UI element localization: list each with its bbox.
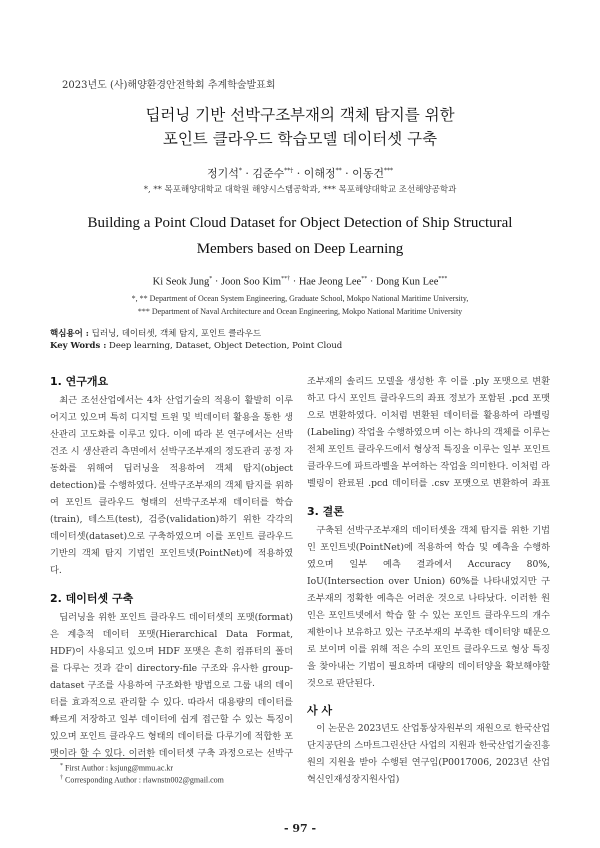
footnote-first-text: First Author : ksjung@mmu.ac.kr [65, 763, 174, 773]
section-2-continued [307, 373, 550, 492]
section-3-title: 3. 결론 [307, 505, 344, 518]
author-sep: · [241, 167, 253, 180]
footnote-first-author [60, 763, 173, 773]
footnote-divider [50, 758, 150, 759]
author-sep: · [212, 276, 221, 288]
title-en-line1: Building a Point Cloud Dataset for Object Detection of Ship Structural [87, 215, 513, 231]
author-sep: · [341, 167, 353, 180]
author-kr-1-mark: * [238, 167, 242, 175]
affiliation-en-line2: *** Department of Naval Architecture and Ocean Engineering, Mokpo National Maritime University [137, 307, 463, 316]
title-en-line2: Members based on Deep Learning [196, 241, 404, 257]
conference-header: 2023년도 (사)해양환경안전학회 추계학술발표회 [62, 80, 276, 91]
author-en-4-mark: *** [438, 276, 448, 282]
title-kr-line1: 딥러닝 기반 선박구조부재의 객체 탐지를 위한 [145, 106, 455, 124]
keywords-kr [50, 327, 261, 339]
affiliation-en-line1: *, ** Department of Ocean System Engineering, Graduate School, Mokpo National Maritime University, [131, 294, 469, 303]
footnote-corresponding [60, 775, 224, 785]
section-2-title: 2. 데이터셋 구축 [50, 592, 134, 605]
ack-paragraph: 이 논문은 2023년도 산업통상자원부의 재원으로 한국산업단지공단의 스마트그린산단 사업의 지원과 한국산업기술진흥원의 지원을 받아 수행된 연구임(P0017006, 2023년 산업혁신인재성장지원사업) [307, 723, 550, 785]
author-kr-2: 김준수 [252, 167, 285, 180]
author-en-1: Ki Seok Jung [152, 276, 210, 288]
author-en-2: Joon Soo Kim [220, 276, 282, 288]
ack-title: 사 사 [307, 704, 333, 717]
author-kr-1: 정기석 [206, 167, 239, 180]
footnote-corr-text: Corresponding Author : rlawnstn002@gmail.com [65, 775, 224, 785]
author-en-1-mark: * [209, 276, 213, 282]
author-en-2-mark: **† [281, 276, 291, 282]
affiliation-kr: *, ** 목포해양대학교 대학원 해양시스템공학과, *** 목포해양대학교 조선해양공학과 [143, 185, 457, 195]
right-column [307, 373, 550, 788]
author-kr-4-mark: *** [384, 167, 394, 175]
author-kr-3: 이해정 [303, 167, 336, 180]
author-sep: · [293, 167, 304, 180]
authors-en [0, 276, 600, 288]
section-1-body [50, 392, 293, 579]
section-2-paragraph-cont: 조부재의 솔리드 모델을 생성한 후 이를 .ply 포맷으로 변환하고 다시 포인트 클라우드의 좌표 정보가 포함된 .pcd 포맷으로 변환하였다. 이처럼 변환된 데이터를 활용하여 라벨링(Labeling) 작업을 수행하였으며 이는 하나의 객체를 이루는 전체 포인트 클라우드에서 형상적 특징을 이루는 일부 포인트 클라우드에 파트라벨을 부여하는 작업을 의미한다. 이처럼 라벨링이 완료된 .pcd 데이터를 .csv 포맷으로 변환하여 좌표 [307, 376, 550, 489]
title-kr-line2: 포인트 클라우드 학습모델 데이터셋 구축 [162, 130, 438, 148]
author-kr-2-mark: **† [284, 167, 294, 175]
author-kr-4: 이동건 [352, 167, 385, 180]
section-3-paragraph: 구축된 선박구조부재의 데이터셋을 객체 탐지를 위한 기법인 포인트넷(PointNet)에 적용하여 학습 및 예측을 수행하였으며 일부 예측 결과에서 Accuracy 80%, IoU(Intersection over Union) 60%를 나타내었지만 구조부재의 정확한 예측은 어려운 것으로 나타났다. 이러한 원인은 포인트넷에서 학습 할 수 있는 포인트 클라우드의 개수 제한이나 보유하고 있는 구조부재의 부족한 데이터양 때문으로 보이며 이를 위해 적은 수의 포인트 클라우드로 형상 특징을 찾아내는 기법이 필요하며 대량의 데이터양을 확보해야할 것으로 판단된다. [307, 525, 550, 689]
footnote-corr-mark: † [60, 775, 63, 781]
keywords-en-text: Deep learning, Dataset, Object Detection, Point Cloud [109, 341, 343, 351]
footnote-first-mark: * [60, 763, 63, 769]
author-en-3-mark: ** [361, 276, 368, 282]
left-column [50, 373, 293, 762]
keywords-en [50, 341, 342, 351]
keywords-en-label: Key Words : [50, 341, 107, 351]
author-kr-3-mark: ** [335, 167, 342, 175]
keywords-kr-text: 딥러닝, 데이터셋, 객체 탐지, 포인트 클라우드 [91, 329, 262, 339]
section-1-paragraph: 최근 조선산업에서는 4차 산업기술의 적용이 활발히 이루어지고 있으며 특히 디지털 트윈 및 빅데이터 활용을 통한 생산관리 고도화를 이루고 있다. 이에 따라 본 연구에서는 선박 건조 시 생산관리 측면에서 선박구조부재의 정도관리 공정 자동화를 위해여 딥러닝을 적용하여 객체 탐지(object detection)를 수행하였다. 선박구조부재의 객체 탐지를 위하여 포인트 클라우드 형태의 선박구조부재 데이터를 학습(train), 테스트(test), 검증(validation)하기 위한 각각의 데이터셋(dataset)으로 구축하였으며 이를 포인트 클라우드 기반의 객체 탐지 기법인 포인트넷(PointNet)에 적용하였다. [50, 395, 293, 576]
section-2-paragraph: 딥러닝을 위한 포인트 클라우드 데이터셋의 포맷(format)은 계층적 데이터 포맷(Hierarchical Data Format, HDF)이 사용되고 있으며 HDF 포맷은 흔히 컴퓨터의 폴더를 다루는 것과 같이 directory-file 구조와 유사한 group-dataset 구조를 사용하여 구조화한 방법으로 그룹 내의 데이터를 효과적으로 관리할 수 있다. 따라서 대용량의 데이터를 빠르게 저장하고 일부 데이터에 쉽게 접근할 수 있는 특징이 있으며 포인트 클라우드 형태의 데이터를 다루기에 적합한 포맷이라 할 수 있다. 이러한 데이터셋 구축 과정으로는 선박구 [50, 612, 293, 759]
section-2-body [50, 609, 293, 762]
authors-kr [0, 165, 600, 181]
author-sep: · [290, 276, 299, 288]
keywords-kr-label: 핵심용어 : [50, 329, 89, 339]
ack-body [307, 720, 550, 788]
page-number: - 97 - [283, 822, 317, 835]
section-3-body [307, 522, 550, 692]
section-1-title: 1. 연구개요 [50, 375, 109, 388]
author-en-4: Dong Kun Lee [375, 276, 439, 288]
author-en-3: Hae Jeong Lee [298, 276, 362, 288]
author-sep: · [367, 276, 376, 288]
